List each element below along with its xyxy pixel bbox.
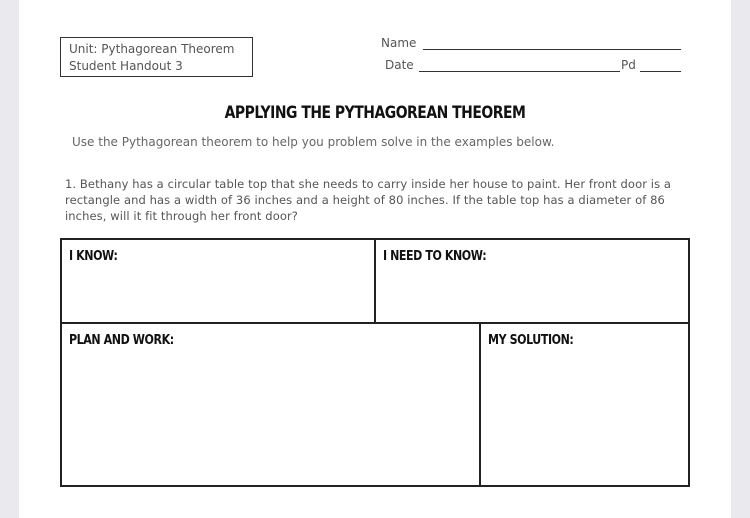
problem-text: 1. Bethany has a circular table top that she needs to carry inside her house to paint. Her front door is a rectangle and has a width of 36 inches and a height of 80 inches. If the table top has a diameter of 86 inches, will it fit through her front door? bbox=[65, 177, 672, 223]
i-need-to-know-label: I NEED TO KNOW: bbox=[383, 249, 487, 264]
name-label: Name bbox=[381, 36, 417, 50]
name-field-line[interactable] bbox=[423, 49, 681, 50]
i-need-to-know-cell[interactable] bbox=[376, 240, 688, 324]
i-know-cell[interactable] bbox=[62, 240, 376, 324]
worksheet-title: APPLYING THE PYTHAGOREAN THEOREM bbox=[224, 103, 526, 123]
date-label: Date bbox=[385, 58, 414, 72]
unit-label: Unit: Pythagorean Theorem bbox=[69, 42, 235, 56]
plan-and-work-label: PLAN AND WORK: bbox=[69, 333, 174, 348]
instructions: Use the Pythagorean theorem to help you problem solve in the examples below. bbox=[72, 135, 555, 149]
period-label: Pd bbox=[621, 58, 636, 72]
work-grid bbox=[60, 238, 690, 487]
handout-label: Student Handout 3 bbox=[69, 59, 183, 73]
my-solution-label: MY SOLUTION: bbox=[488, 333, 574, 348]
worksheet-page bbox=[19, 0, 731, 518]
period-field-line[interactable] bbox=[640, 71, 681, 72]
i-know-label: I KNOW: bbox=[69, 249, 118, 264]
my-solution-cell[interactable] bbox=[481, 324, 688, 485]
plan-and-work-cell[interactable] bbox=[62, 324, 481, 485]
date-field-line[interactable] bbox=[419, 71, 620, 72]
unit-info-box bbox=[60, 37, 253, 77]
